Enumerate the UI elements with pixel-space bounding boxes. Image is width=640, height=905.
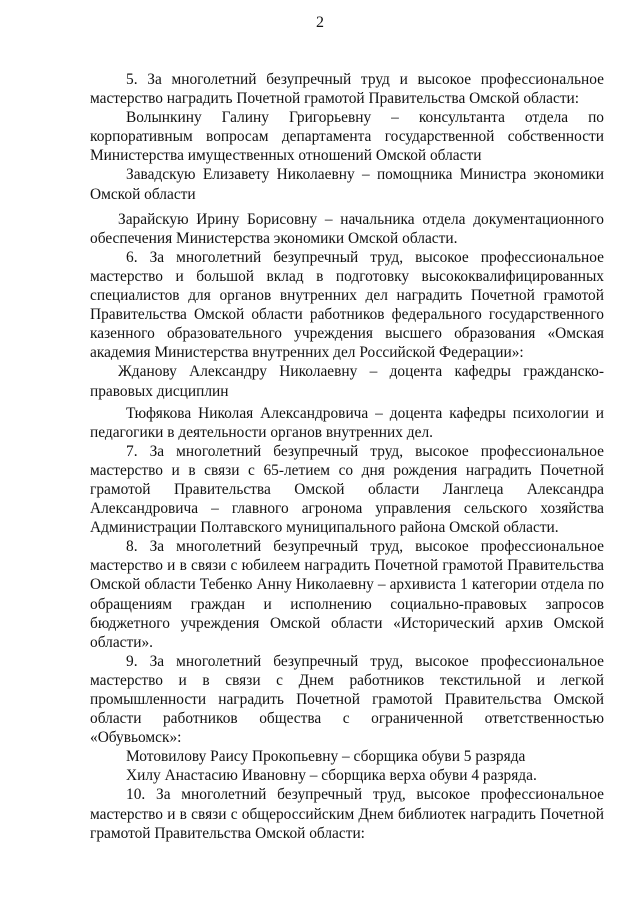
paragraph-item-6: 6. За многолетний безупречный труд, высокое профессиональное мастерство и большой вклад в подготовку высококвалифицированных специалистов для органов внутренних дел наградить Почетной грамотой Правительства Омской области работников федерального государственного казенного образовательного учреждения высшего образования «Омская академия Министерства внутренних дел Российской Федерации»: (90, 248, 604, 362)
paragraph-item-10: 10. За многолетний безупречный труд, высокое профессиональное мастерство и в связи с общероссийским Днем библиотек наградить Почетной грамотой Правительства Омской области: (90, 786, 604, 842)
paragraph-awardee-volynkina: Волынкину Галину Григорьевну – консультанта отдела по корпоративным вопросам департамента государственной собственности Министерства имущественных отношений Омской области (90, 109, 604, 165)
document-body (90, 70, 604, 843)
paragraph-item-5: 5. За многолетний безупречный труд и высокое профессиональное мастерство наградить Почетной грамотой Правительства Омской области: (90, 71, 604, 108)
paragraph-item-8: 8. За многолетний безупречный труд, высокое профессиональное мастерство и в связи с юбилеем наградить Почетной грамотой Правительства Омской области Тебенко Анну Николаевну – архивиста 1 категории отдела по обращениям граждан и исполнению социально-правовых запросов бюджетного учреждения Омской области «Исторический архив Омской области». (90, 538, 604, 651)
paragraph-awardee-motovilova: Мотовилову Раису Прокопьевну – сборщика обуви 5 разряда (126, 748, 526, 766)
paragraph-awardee-tyufyakov: Тюфякова Николая Александровича – доцента кафедры психологии и педагогики в деятельности органов внутренних дел. (90, 404, 604, 441)
paragraph-item-9: 9. За многолетний безупречный труд, высокое профессиональное мастерство и в связи с Днем работников текстильной и легкой промышленности наградить Почетной грамотой Правительства Омской области работников общества с ограниченной ответственностью «Обувьомск»: (90, 652, 604, 747)
paragraph-item-7: 7. За многолетний безупречный труд, высокое профессиональное мастерство и в связи с 65-летием со дня рождения наградить Почетной грамотой Правительства Омской области Ланглеца Александра Александровича – главного агронома управления сельского хозяйства Администрации Полтавского муниципального района Омской области. (90, 442, 604, 537)
paragraph-awardee-zarayskaya: Зарайскую Ирину Борисовну – начальника отдела документационного обеспечения Министерства экономики Омской области. (90, 210, 604, 247)
page-number: 2 (316, 14, 324, 31)
paragraph-awardee-zhdanova: Жданову Александру Николаевну – доцента кафедры гражданско-правовых дисциплин (90, 363, 604, 400)
paragraph-awardee-zavadskaya: Завадскую Елизавету Николаевну – помощника Министра экономики Омской области (90, 166, 604, 203)
paragraph-awardee-khila: Хилу Анастасию Ивановну – сборщика верха обуви 4 разряда. (126, 767, 537, 785)
